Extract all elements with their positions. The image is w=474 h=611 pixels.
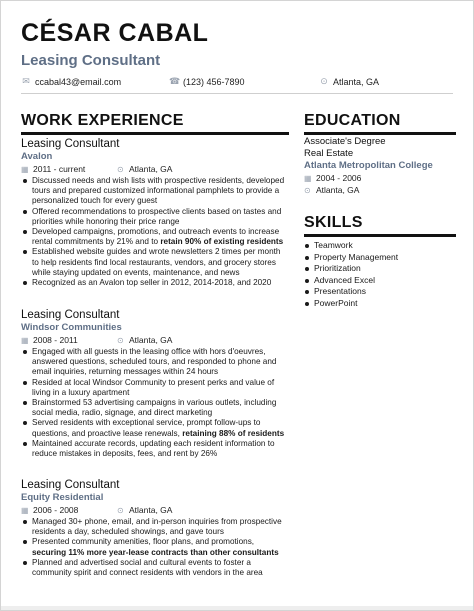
contact-location [319, 76, 379, 87]
job-meta [21, 164, 289, 175]
skills-list [304, 240, 456, 309]
calendar-icon: ▦ [21, 506, 29, 515]
list-item: Resided at local Windsor Community to present perks and value of living in a luxury apartment [21, 378, 289, 398]
map-pin-icon: ⊙ [304, 186, 311, 195]
contact-email [21, 76, 121, 87]
job-title: Leasing Consultant [21, 479, 120, 491]
list-item: Engaged with all guests in the leasing office with hors d'oeuvres, answered questions, scheduled tours, and responded to phone and email inquiries, returning messages within 24 hours [21, 347, 289, 378]
map-pin-icon: ⊙ [117, 165, 124, 174]
job-title: Leasing Consultant [21, 309, 120, 321]
skill-item: Advanced Excel [304, 275, 456, 287]
email-text: ccabal43@email.com [35, 76, 122, 87]
skill-item: Property Management [304, 252, 456, 264]
job-location: Atlanta, GA [129, 335, 173, 345]
education-dates: 2004 - 2006 [316, 173, 362, 183]
candidate-name: CÉSAR CABAL [21, 19, 209, 47]
education-entry [304, 136, 456, 196]
phone-text: (123) 456-7890 [183, 76, 245, 87]
envelope-icon: ✉ [22, 76, 30, 86]
job-dates: 2008 - 2011 [33, 335, 78, 345]
job-2 [21, 308, 289, 459]
map-pin-icon: ⊙ [320, 76, 328, 86]
contact-phone [169, 76, 245, 87]
list-item: Maintained accurate records, updating each resident information to reduce mistakes in deposits, fees, and rent by 26% [21, 439, 289, 459]
candidate-title: Leasing Consultant [21, 52, 161, 69]
job-location: Atlanta, GA [129, 164, 173, 174]
field-of-study: Real Estate [304, 148, 354, 159]
job-bullets [21, 517, 289, 578]
list-item: Presented community amenities, floor plans, and promotions, securing 11% more year-lease contracts than other consultants [21, 537, 289, 557]
school-name: Atlanta Metropolitan College [304, 160, 433, 171]
list-item: Planned and advertised social and cultural events to foster a community spirit and connect residents with vendors in the area [21, 558, 289, 578]
job-3 [21, 478, 289, 578]
calendar-icon: ▦ [21, 165, 29, 174]
education-location: Atlanta, GA [316, 185, 360, 195]
work-heading-rule [21, 132, 289, 135]
education-dates-row [304, 173, 456, 184]
footer-band [1, 606, 473, 610]
company-name: Equity Residential [21, 492, 104, 503]
education-location-row [304, 185, 456, 196]
list-item: Developed campaigns, promotions, and outreach events to increase rental commitments by 21% and to retain 90% of existing residents [21, 227, 289, 247]
job-location: Atlanta, GA [129, 505, 173, 515]
job-bullets [21, 176, 289, 288]
company-name: Windsor Communities [21, 322, 122, 333]
map-pin-icon: ⊙ [117, 336, 124, 345]
job-meta [21, 335, 289, 346]
phone-icon: ☎ [169, 76, 181, 86]
degree: Associate's Degree [304, 136, 386, 147]
map-pin-icon: ⊙ [117, 506, 124, 515]
job-1 [21, 137, 289, 288]
list-item: Established website guides and wrote newsletters 2 times per month to help residents find local restaurants, vendors, and grocery stores while staying updated on events, maintenance, and news [21, 247, 289, 278]
skill-item: PowerPoint [304, 298, 456, 310]
list-item: Recognized as an Avalon top seller in 2012, 2014-2018, and 2020 [21, 278, 289, 288]
skill-item: Prioritization [304, 263, 456, 275]
work-experience-heading: WORK EXPERIENCE [21, 112, 184, 129]
list-item: Offered recommendations to prospective clients based on tastes and priorities while honoring their price range [21, 207, 289, 227]
skill-item: Presentations [304, 286, 456, 298]
job-dates: 2011 - current [33, 164, 86, 174]
job-title: Leasing Consultant [21, 138, 120, 150]
header-divider [21, 93, 453, 94]
list-item: Brainstormed 53 advertising campaigns in various outlets, including social media, radio, signage, and direct marketing [21, 398, 289, 418]
list-item: Managed 30+ phone, email, and in-person inquiries from prospective residents a day, scheduled showings, and gave tours [21, 517, 289, 537]
skills-heading-rule [304, 234, 456, 237]
location-text: Atlanta, GA [333, 76, 380, 87]
company-name: Avalon [21, 151, 53, 162]
list-item: Discussed needs and wish lists with prospective residents, developed tours and prepared customized informational pamphlets to provide a personalized touch for every guest [21, 176, 289, 207]
education-heading-rule [304, 132, 456, 135]
skill-item: Teamwork [304, 240, 456, 252]
list-item: Served residents with exceptional service, prompt follow-ups to questions, and proactive lease renewals, retaining 88% of residents [21, 418, 289, 438]
job-meta [21, 505, 289, 516]
job-bullets [21, 347, 289, 459]
calendar-icon: ▦ [304, 174, 312, 183]
calendar-icon: ▦ [21, 336, 29, 345]
education-heading: EDUCATION [304, 112, 401, 129]
skills-heading: SKILLS [304, 214, 363, 231]
job-dates: 2006 - 2008 [33, 505, 79, 515]
